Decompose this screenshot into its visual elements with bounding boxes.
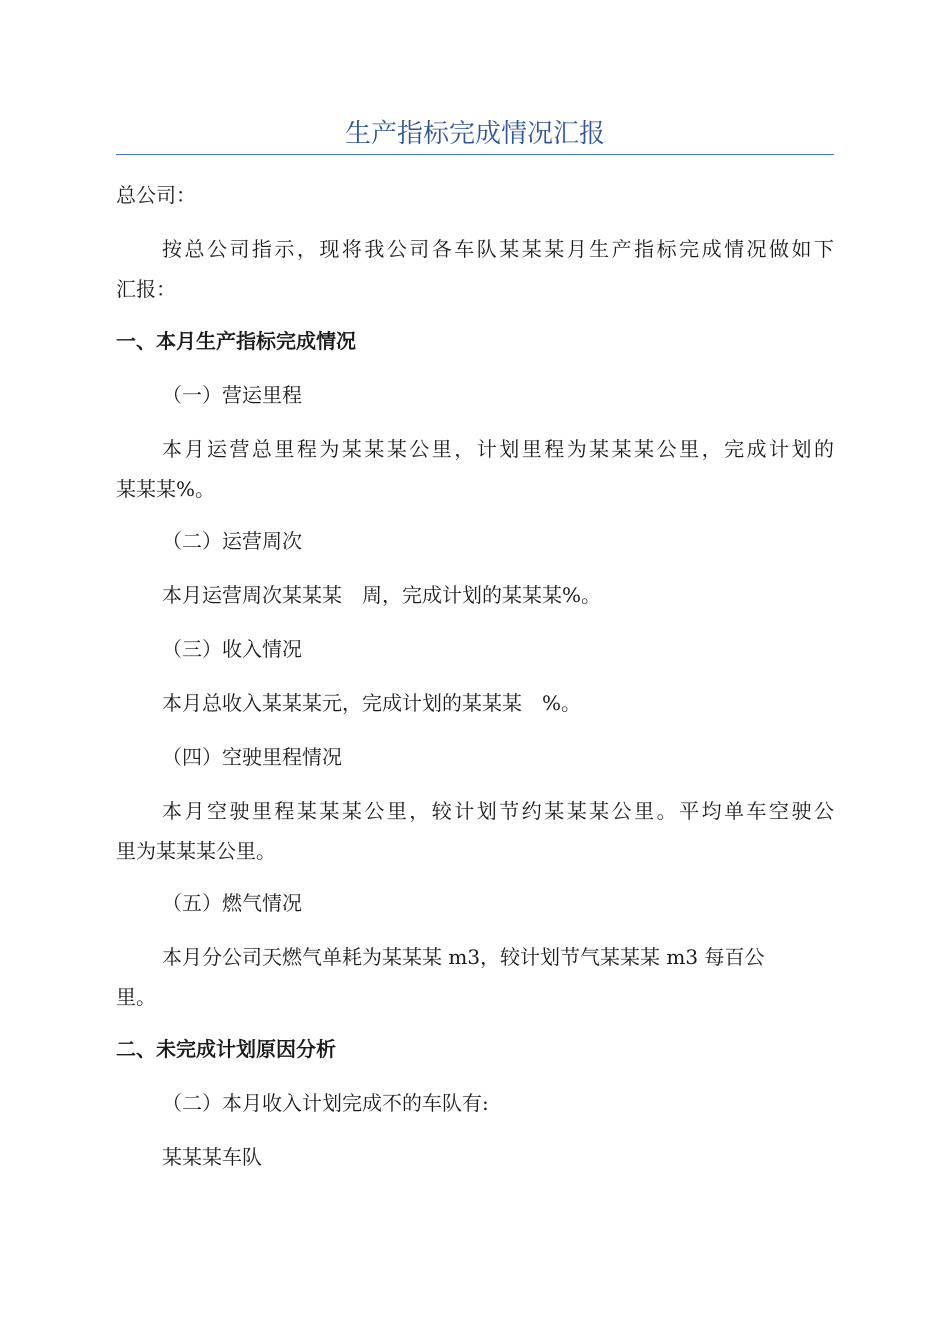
subheading-empty-mileage: （四）空驶里程情况 bbox=[162, 745, 342, 769]
empty-mileage-line-1: 本月空驶里程某某某公里，较计划节约某某某公里。平均单车空驶公 bbox=[162, 799, 834, 823]
subheading-income-incomplete: （二）本月收入计划完成不的车队有: bbox=[162, 1091, 489, 1115]
intro-line-2: 汇报： bbox=[116, 277, 176, 301]
subheading-gas: （五）燃气情况 bbox=[162, 891, 302, 915]
salutation: 总公司： bbox=[116, 183, 196, 207]
title-underline bbox=[116, 154, 834, 155]
income-line-1: 本月总收入某某某元，完成计划的某某某 %。 bbox=[162, 691, 582, 715]
gas-line-2: 里。 bbox=[116, 985, 156, 1009]
intro-line-1: 按总公司指示，现将我公司各车队某某某月生产指标完成情况做如下 bbox=[162, 237, 834, 261]
gas-line-1: 本月分公司天燃气单耗为某某某 m3，较计划节气某某某 m3 每百公 bbox=[162, 945, 765, 969]
empty-mileage-line-2: 里为某某某公里。 bbox=[116, 839, 276, 863]
section-1-heading: 一、本月生产指标完成情况 bbox=[116, 329, 356, 353]
team-line-1: 某某某车队 bbox=[162, 1145, 262, 1169]
subheading-trips: （二）运营周次 bbox=[162, 529, 302, 553]
mileage-line-1: 本月运营总里程为某某某公里，计划里程为某某某公里，完成计划的 bbox=[162, 437, 834, 461]
section-2-heading: 二、未完成计划原因分析 bbox=[116, 1037, 336, 1061]
trips-line-1: 本月运营周次某某某 周，完成计划的某某某%。 bbox=[162, 583, 602, 607]
mileage-line-2: 某某某%。 bbox=[116, 477, 216, 501]
subheading-income: （三）收入情况 bbox=[162, 637, 302, 661]
document-title: 生产指标完成情况汇报 bbox=[344, 119, 605, 149]
subheading-mileage: （一）营运里程 bbox=[162, 383, 302, 407]
